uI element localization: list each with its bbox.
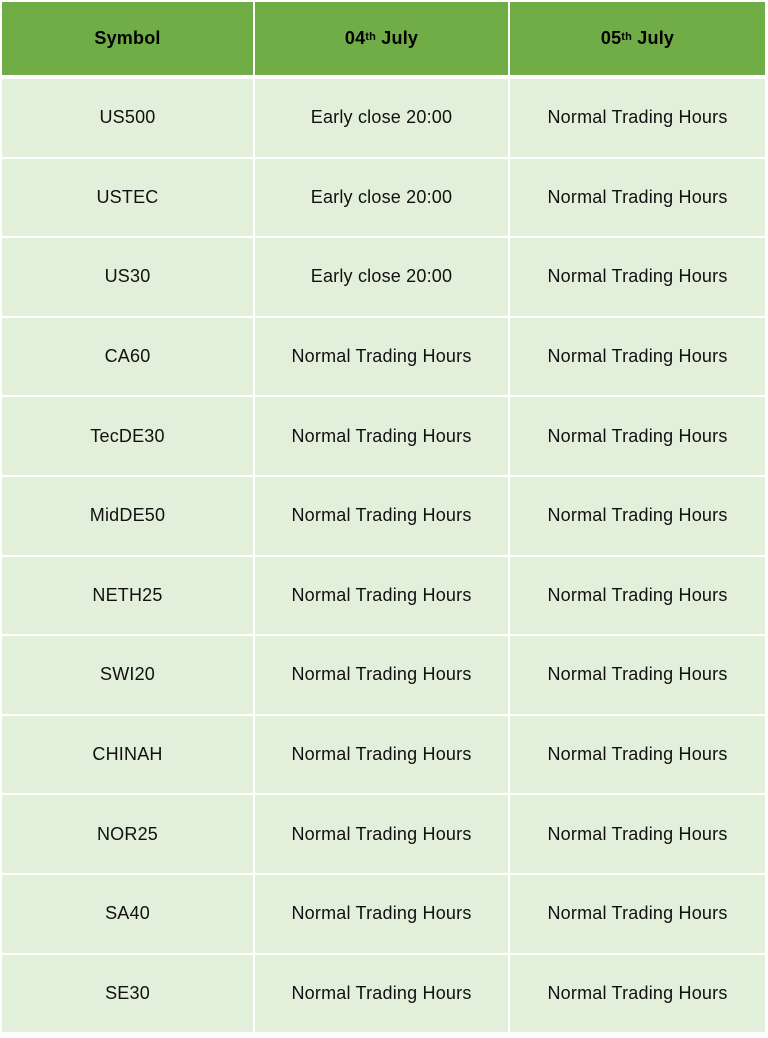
trading-hours-table [2, 2, 765, 1035]
table-cell-symbol: SWI20 [2, 636, 255, 716]
table-cell-day2: Normal Trading Hours [510, 477, 765, 557]
table-cell-symbol: MidDE50 [2, 477, 255, 557]
table-cell-day2: Normal Trading Hours [510, 875, 765, 955]
table-cell-day1: Early close 20:00 [255, 238, 510, 318]
table-cell-day2: Normal Trading Hours [510, 955, 765, 1035]
header-date-2-month: July [632, 28, 675, 48]
table-cell-symbol: NETH25 [2, 557, 255, 637]
header-symbol-label: Symbol [94, 28, 161, 48]
header-date-2-day: 05 [600, 28, 622, 48]
table-cell-day1: Normal Trading Hours [255, 795, 510, 875]
table-cell-symbol: US500 [2, 79, 255, 159]
table-cell-symbol: TecDE30 [2, 397, 255, 477]
table-cell-day1: Normal Trading Hours [255, 318, 510, 398]
table-cell-day2: Normal Trading Hours [510, 716, 765, 796]
table-cell-symbol: USTEC [2, 159, 255, 239]
table-cell-day2: Normal Trading Hours [510, 238, 765, 318]
table-cell-day2: Normal Trading Hours [510, 795, 765, 875]
table-cell-day1: Early close 20:00 [255, 79, 510, 159]
header-date-1: 04 $^{th}$ July [255, 2, 510, 79]
table-cell-symbol: SA40 [2, 875, 255, 955]
table-cell-day2: Normal Trading Hours [510, 557, 765, 637]
table-cell-day1: Normal Trading Hours [255, 955, 510, 1035]
table-cell-day1: Normal Trading Hours [255, 875, 510, 955]
header-symbol [2, 2, 255, 79]
table-cell-day2: Normal Trading Hours [510, 159, 765, 239]
header-date-1-day: 04 [344, 28, 366, 48]
table-cell-symbol: SE30 [2, 955, 255, 1035]
table-cell-day2: Normal Trading Hours [510, 397, 765, 477]
table-cell-symbol: CHINAH [2, 716, 255, 796]
table-cell-symbol: US30 [2, 238, 255, 318]
header-date-1-month: July [376, 28, 419, 48]
table-cell-day1: Normal Trading Hours [255, 636, 510, 716]
table-cell-day2: Normal Trading Hours [510, 79, 765, 159]
table-cell-symbol: CA60 [2, 318, 255, 398]
table-cell-day1: Normal Trading Hours [255, 716, 510, 796]
table-cell-symbol: NOR25 [2, 795, 255, 875]
table-cell-day2: Normal Trading Hours [510, 636, 765, 716]
table-cell-day1: Normal Trading Hours [255, 477, 510, 557]
table-cell-day2: Normal Trading Hours [510, 318, 765, 398]
header-date-2: 05 $^{th}$ July [510, 2, 765, 79]
table-cell-day1: Normal Trading Hours [255, 397, 510, 477]
table-cell-day1: Early close 20:00 [255, 159, 510, 239]
table-cell-day1: Normal Trading Hours [255, 557, 510, 637]
